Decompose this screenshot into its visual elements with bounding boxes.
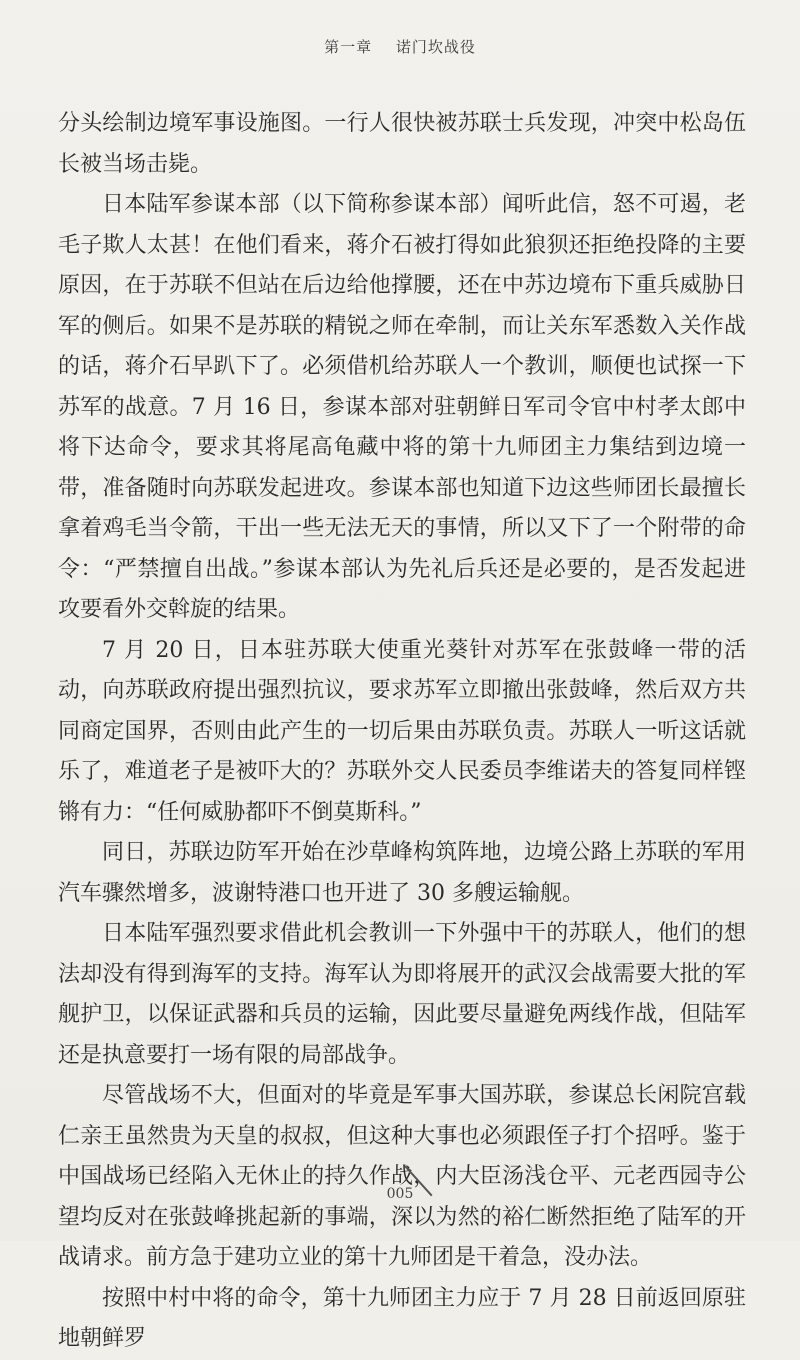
chapter-title: 诺门坎战役: [395, 38, 476, 56]
paragraph-6: 尽管战场不大，但面对的毕竟是军事大国苏联，参谋总长闲院宫载仁亲王虽然贵为天皇的叔叔，但这种大事也必须跟侄子打个招呼。鉴于中国战场已经陷入无休止的持久作战，内大臣汤浅仓平、元老西园寺公望均反对在张鼓峰挑起新的事端，深以为然的裕仁断然拒绝了陆军的开战请求。前方急于建功立业的第十九师团是干着急，没办法。: [58, 1083, 746, 1270]
paragraph-5: 日本陆军强烈要求借此机会教训一下外强中干的苏联人，他们的想法却没有得到海军的支持。海军认为即将展开的武汉会战需要大批的军舰护卫，以保证武器和兵员的运输，因此要尽量避免两线作战，但陆军还是执意要打一场有限的局部战争。: [58, 921, 746, 1068]
body-text: [58, 104, 746, 1360]
paragraph-7: 按照中村中将的命令，第十九师团主力应于 7 月 28 日前返回原驻地朝鲜罗: [58, 1285, 746, 1351]
paragraph-1: 分头绘制边境军事设施图。一行人很快被苏联士兵发现，冲突中松岛伍长被当场击毙。: [58, 111, 746, 177]
paragraph-2: 日本陆军参谋本部（以下简称参谋本部）闻听此信，怒不可遏，老毛子欺人太甚！在他们看来，蒋介石被打得如此狼狈还拒绝投降的主要原因，在于苏联不但站在后边给他撑腰，还在中苏边境布下重兵威胁日军的侧后。如果不是苏联的精锐之师在牵制，而让关东军悉数入关作战的话，蒋介石早趴下了。必须借机给苏联人一个教训，顺便也试探一下苏军的战意。7 月 16 日，参谋本部对驻朝鲜日军司令官中村孝太郎中将下达命令，要求其将尾高龟藏中将的第十九师团主力集结到边境一带，准备随时向苏联发起进攻。参谋本部也知道下边这些师团长最擅长拿着鸡毛当令箭，干出一些无法无天的事情，所以又下了一个附带的命令：“严禁擅自出战。”参谋本部认为先礼后兵还是必要的，是否发起进攻要看外交斡旋的结果。: [58, 192, 746, 622]
running-header: [0, 36, 800, 57]
chapter-number: 第一章: [324, 38, 373, 56]
paragraph-3: 7 月 20 日，日本驻苏联大使重光葵针对苏军在张鼓峰一带的活动，向苏联政府提出强烈抗议，要求苏军立即撤出张鼓峰，然后双方共同商定国界，否则由此产生的一切后果由苏联负责。苏联人一听这话就乐了，难道老子是被吓大的？苏联外交人民委员李维诺夫的答复同样铿锵有力：“任何威胁都吓不倒莫斯科。”: [58, 637, 746, 825]
paragraph-4: 同日，苏联边防军开始在沙草峰构筑阵地，边境公路上苏联的军用汽车骤然增多，波谢特港口也开进了 30 多艘运输舰。: [58, 840, 746, 906]
page-number: 005: [386, 1186, 414, 1202]
